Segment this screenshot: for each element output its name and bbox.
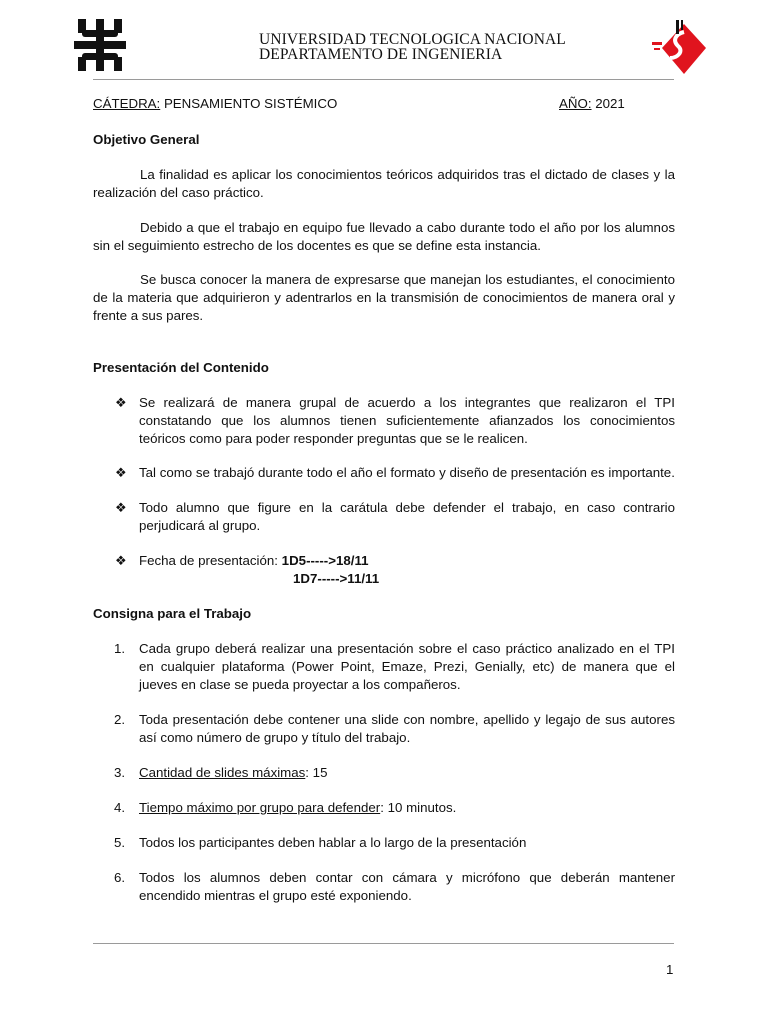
consigna-item-text: Todos los participantes deben hablar a lo largo de la presentación: [139, 835, 527, 850]
header-title-block: [259, 32, 566, 59]
list-item: [93, 499, 675, 535]
objetivo-paragraph-3: Se busca conocer la manera de expresarse que manejan los estudiantes, el conocimiento de la materia que adquirieron y adentrarlos en la transmisión de conocimientos de manera oral y frente a sus pares.: [93, 272, 675, 323]
presentacion-item-text: Tal como se trabajó durante todo el año el formato y diseño de presentación es importante.: [139, 465, 675, 480]
department-logo: [648, 18, 710, 80]
document-body: [93, 131, 675, 905]
catedra-label: CÁTEDRA:: [93, 96, 161, 111]
list-item: [93, 834, 675, 852]
objetivo-paragraph-1: La finalidad es aplicar los conocimientos teóricos adquiridos tras el dictado de clases y la realización del caso práctico.: [93, 167, 675, 200]
item-number: 2.: [114, 712, 126, 727]
consigna-item-text: Toda presentación debe contener una slide con nombre, apellido y legajo de sus autores así como número de grupo y título del trabajo.: [139, 712, 675, 745]
objetivo-heading: Objetivo General: [93, 132, 200, 147]
list-item: [93, 640, 675, 694]
list-item: [93, 764, 675, 782]
header-divider: [93, 79, 674, 80]
university-name: UNIVERSIDAD TECNOLOGICA NACIONAL: [259, 31, 566, 48]
consigna-item-text: : 10 minutos.: [380, 800, 457, 815]
anio-label: AÑO:: [559, 96, 592, 111]
consigna-heading: Consigna para el Trabajo: [93, 606, 252, 621]
list-item: [93, 711, 675, 747]
consigna-item-text: : 15: [305, 765, 328, 780]
fecha-line-1: [139, 552, 675, 570]
list-item: [93, 799, 675, 817]
presentacion-item-text: Todo alumno que figure en la carátula debe defender el trabajo, en caso contrario perjudicará al grupo.: [139, 500, 675, 533]
item-number: 1.: [114, 641, 126, 656]
fecha-1d7: 1D7----->11/11: [293, 571, 380, 586]
item-number: 4.: [114, 800, 126, 815]
item-number: 5.: [114, 835, 126, 850]
utn-logo: [74, 19, 126, 71]
consigna-item-text: Todos los alumnos deben contar con cámara y micrófono que deberán mantener encendido mientras el grupo esté exponiendo.: [139, 870, 675, 903]
bullet-diamond-icon: ❖: [115, 395, 127, 410]
objetivo-paragraph-2: Debido a que el trabajo en equipo fue llevado a cabo durante todo el año por los alumnos sin el seguimiento estrecho de los docentes es que se define esta instancia.: [93, 220, 675, 253]
bullet-diamond-icon: ❖: [115, 553, 127, 568]
list-item: [93, 552, 675, 588]
presentacion-list: [93, 394, 675, 588]
list-item: [93, 394, 675, 448]
catedra-line: [93, 96, 337, 111]
item-number: 3.: [114, 765, 126, 780]
catedra-value: PENSAMIENTO SISTÉMICO: [163, 96, 338, 111]
presentacion-heading: Presentación del Contenido: [93, 360, 269, 375]
fecha-label: Fecha de presentación:: [139, 553, 278, 568]
bullet-diamond-icon: ❖: [115, 500, 127, 515]
bullet-diamond-icon: ❖: [115, 465, 127, 480]
item-number: 6.: [114, 870, 126, 885]
list-item: [93, 464, 675, 482]
presentacion-item-text: Se realizará de manera grupal de acuerdo a los integrantes que realizaron el TPI constatando que los alumnos tienen suficientemente afianzados los conocimientos teóricos como para poder responder preguntas que se le realicen.: [139, 395, 675, 446]
footer-divider: [93, 943, 674, 944]
consigna-item-label: Tiempo máximo por grupo para defender: [139, 800, 381, 815]
anio-value: 2021: [595, 96, 625, 111]
anio-line: [559, 96, 625, 111]
consigna-item-text: Cada grupo deberá realizar una presentación sobre el caso práctico analizado en el TPI en cualquier plataforma (Power Point, Emaze, Prezi, Genially, etc) de manera que el jueves en clase se pueda proyectar a los compañeros.: [139, 641, 675, 692]
consigna-item-label: Cantidad de slides máximas: [139, 765, 306, 780]
page-number: 1: [666, 962, 674, 977]
fecha-1d5: 1D5----->18/11: [281, 553, 369, 568]
list-item: [93, 869, 675, 905]
department-name: DEPARTAMENTO DE INGENIERIA: [259, 47, 503, 59]
consigna-list: [93, 640, 675, 905]
